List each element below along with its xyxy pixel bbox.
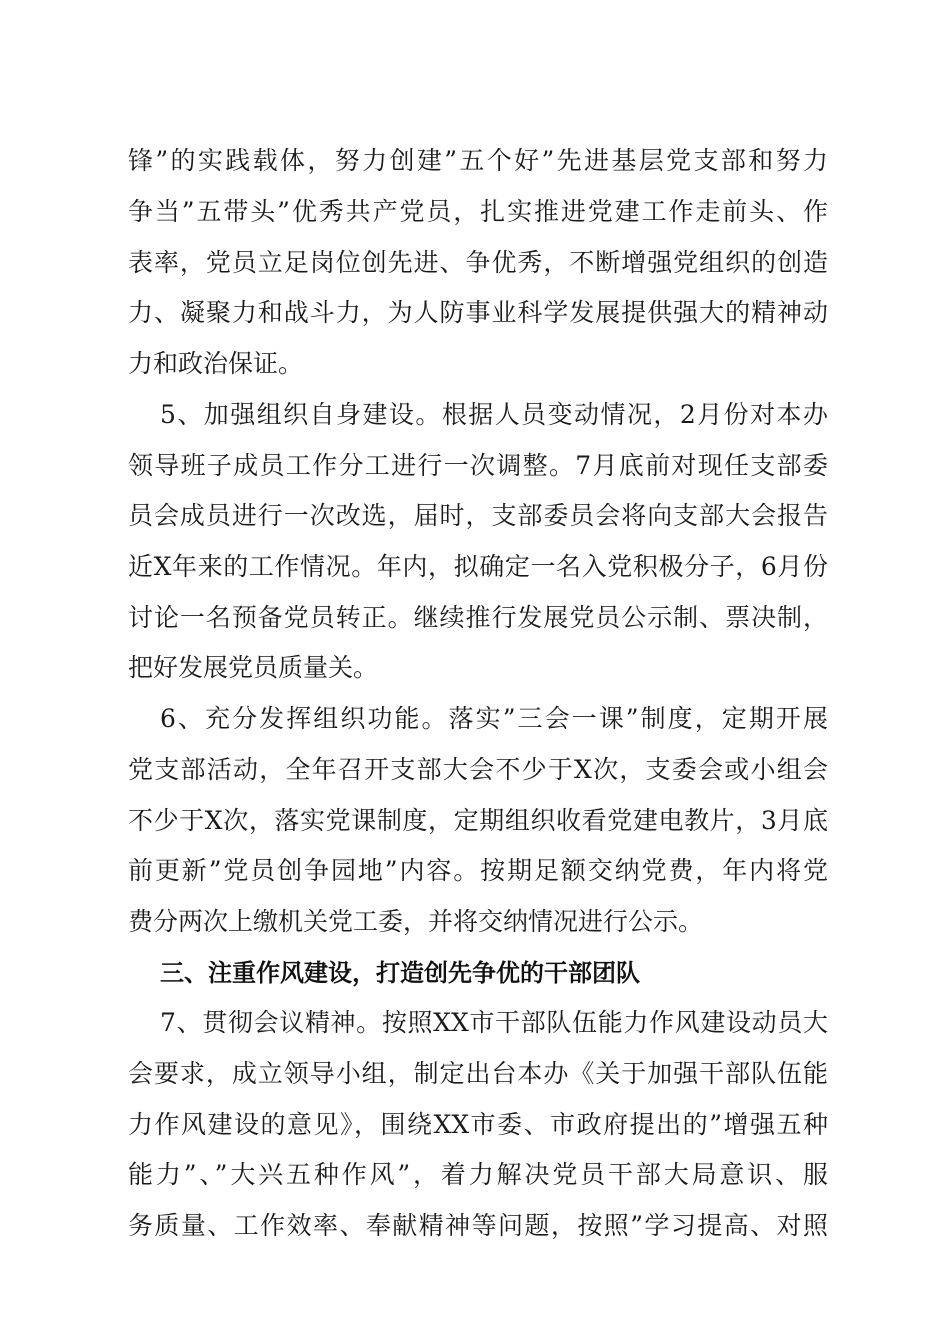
text-line: 前更新”党员创争园地”内容。按期足额交纳党费，年内将党 [128,856,828,885]
text-line: 把好发展党员质量关。 [128,653,379,682]
text-line: 党支部活动，全年召开支部大会不少于X次，支委会或小组会 [128,755,828,784]
paragraph-6-first-line: 6、充分发挥组织功能。落实”三会一课”制度，定期开展 [160,704,828,733]
section-heading: 三、注重作风建设，打造创先争优的干部团队 [160,959,640,987]
text-line: 讨论一名预备党员转正。继续推行发展党员公示制、票决制， [128,603,828,632]
text-line: 会要求，成立领导小组，制定出台本办《关于加强干部队伍能 [128,1059,828,1088]
paragraph-7-first-line: 7、贯彻会议精神。按照XX市干部队伍能力作风建设动员大 [160,1008,828,1037]
text-line: 力作风建设的意见》，围绕XX市委、市政府提出的”增强五种 [128,1110,828,1139]
text-line: 能力”、”大兴五种作风”，着力解决党员干部大局意识、服 [128,1160,828,1189]
text-line: 争当”五带头”优秀共产党员，扎实推进党建工作走前头、作 [128,197,828,226]
text-line: 不少于X次，落实党课制度，定期组织收看党建电教片，3月底 [128,806,828,835]
text-line: 领导班子成员工作分工进行一次调整。7月底前对现任支部委 [128,451,828,480]
paragraph-5-first-line: 5、加强组织自身建设。根据人员变动情况，2月份对本办 [160,400,828,429]
text-line: 费分两次上缴机关党工委，并将交纳情况进行公示。 [128,907,704,936]
text-line: 表率，党员立足岗位创先进、争优秀，不断增强党组织的创造 [128,248,828,277]
text-line: 近X年来的工作情况。年内，拟确定一名入党积极分子，6月份 [128,552,828,581]
text-line: 力、凝聚力和战斗力，为人防事业科学发展提供强大的精神动 [128,298,828,327]
text-line: 锋”的实践载体，努力创建”五个好”先进基层党支部和努力 [128,146,828,175]
text-line: 务质量、工作效率、奉献精神等问题，按照”学习提高、对照 [128,1211,828,1240]
text-line: 力和政治保证。 [128,349,304,378]
text-line: 员会成员进行一次改选，届时，支部委员会将向支部大会报告 [128,501,828,530]
